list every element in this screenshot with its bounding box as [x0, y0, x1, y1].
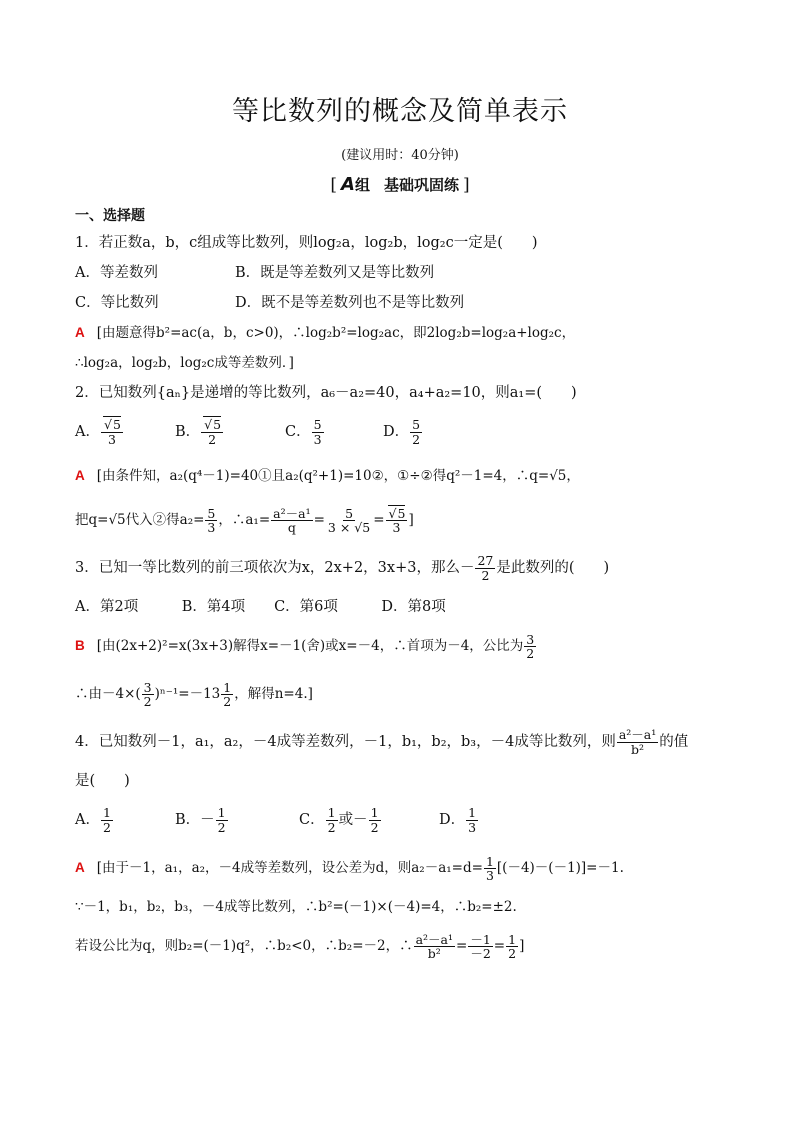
group-letter: A [341, 174, 355, 195]
q1-option-d: D．既不是等差数列也不是等比数列 [235, 295, 465, 311]
q2-option-c: C． $\frac{5}{3}$ [285, 417, 322, 447]
q2-solution-line2: 把q=√5代入②得a₂= $\frac{5}{3}$ ，∴a₁= $\frac{\text{a²－a¹}}{q}$ = $\frac{5}{3 \times √5}$ = √ $\frac{5}{3}$ ] [75, 496, 725, 544]
q4-stem-line2: 是( ) [75, 773, 130, 789]
q2-answer: A [75, 468, 85, 483]
q3-options: A．第2项 B．第4项 C．第6项 D．第8项 [75, 599, 446, 615]
q2-options [75, 408, 725, 456]
q4-options [75, 796, 725, 844]
q1-option-a: A．等差数列 [75, 265, 158, 281]
q1-options-row1 [75, 258, 725, 288]
q3-stem: 3．已知一等比数列的前三项依次为x，2x+2，3x+3，那么－ $\frac{27}{2}$ 是此数列的( ) [75, 553, 610, 583]
q4-stem: 4．已知数列－1，a₁，a₂，－4成等差数列，－1，b₁，b₂，b₃，－4成等比数列，则 $\frac{\text{a²－a¹}}{\text{b²}}$ 的值 [75, 727, 689, 757]
q3-solution-line1: B [由(2x+2)²=x(3x+3)解得x=－1(舍)或x=－4，∴首项为－4，公比为 $\frac{3}{2}$ [75, 631, 535, 661]
q4-option-d: D． $\frac{1}{3}$ [439, 805, 477, 835]
q1-solution-line1 [75, 318, 725, 348]
q4-option-a: A． $\frac{1}{2}$ [75, 805, 111, 835]
q2-option-a: A． √ $\frac{5}{3}$ [75, 408, 175, 456]
q1-option-c: C．等比数列 [75, 295, 159, 311]
page-title: 等比数列的概念及简单表示 [232, 96, 568, 127]
group-label: 组 [354, 176, 370, 194]
q3-solution-line2: ∴由－4×( $\frac{3}{2}$ )ⁿ⁻¹=－13 $\frac{1}{2}$ ，解得n=4.] [75, 679, 313, 709]
q1-solution-line2: ∴log₂a，log₂b，log₂c成等差数列．] [75, 355, 294, 371]
section-heading: 一、选择题 [75, 208, 145, 224]
q4-solution-line3: 若设公比为q，则b₂=(－1)q²，∴b₂<0，∴b₂=－2，∴ $\frac{\text{a²－a¹}}{\text{b²}}$ = $\frac{-1}{-2}$ = $\frac{1}{2}$ ] [75, 931, 525, 961]
q1-stem: 1．若正数a，b，c组成等比数列，则log₂a，log₂b，log₂c一定是( ) [75, 235, 538, 251]
q4-answer: A [75, 860, 85, 875]
q4-option-b: B．－ $\frac{1}{2}$ [175, 805, 226, 835]
q1-options-row2 [75, 288, 725, 318]
group-name: 基础巩固练 [383, 176, 459, 194]
q4-option-c: C． $\frac{1}{2}$ 或－ $\frac{1}{2}$ [299, 805, 379, 835]
q1-answer: A [75, 325, 85, 340]
q1-solution-text1: [由题意得b²=ac(a，b，c>0)，∴log₂b²=log₂ac，即2log₂b=log₂a+log₂c， [96, 325, 576, 341]
q2-stem: 2．已知数列{aₙ}是递增的等比数列，a₆－a₂=40，a₄+a₂=10，则a₁=( ) [75, 385, 577, 401]
group-heading: [ A组 基础巩固练 ] [330, 174, 470, 195]
q2-solution-text1: [由条件知，a₂(q⁴－1)=40①且a₂(q²+1)=10②，①÷②得q²－1=4，∴q=√5， [96, 468, 580, 484]
q4-solution-line1: A [由于－1，a₁，a₂，－4成等差数列，设公差为d，则a₂－a₁=d= $\frac{1}{3}$ [(－4)－(－1)]=－1. [75, 853, 624, 883]
q2-option-b: B． √ $\frac{5}{2}$ [175, 408, 285, 456]
q2-option-d: D． $\frac{5}{2}$ [383, 417, 421, 447]
q1-option-b: B．既是等差数列又是等比数列 [235, 265, 435, 281]
q4-solution-line2: ∵－1，b₁，b₂，b₃，－4成等比数列，∴b²=(－1)×(－4)=4，∴b₂=±2. [75, 899, 517, 915]
document-page [75, 92, 725, 970]
q2-solution-line1 [75, 456, 725, 496]
q3-answer: B [75, 638, 85, 653]
time-hint: (建议用时：40分钟) [341, 148, 459, 163]
